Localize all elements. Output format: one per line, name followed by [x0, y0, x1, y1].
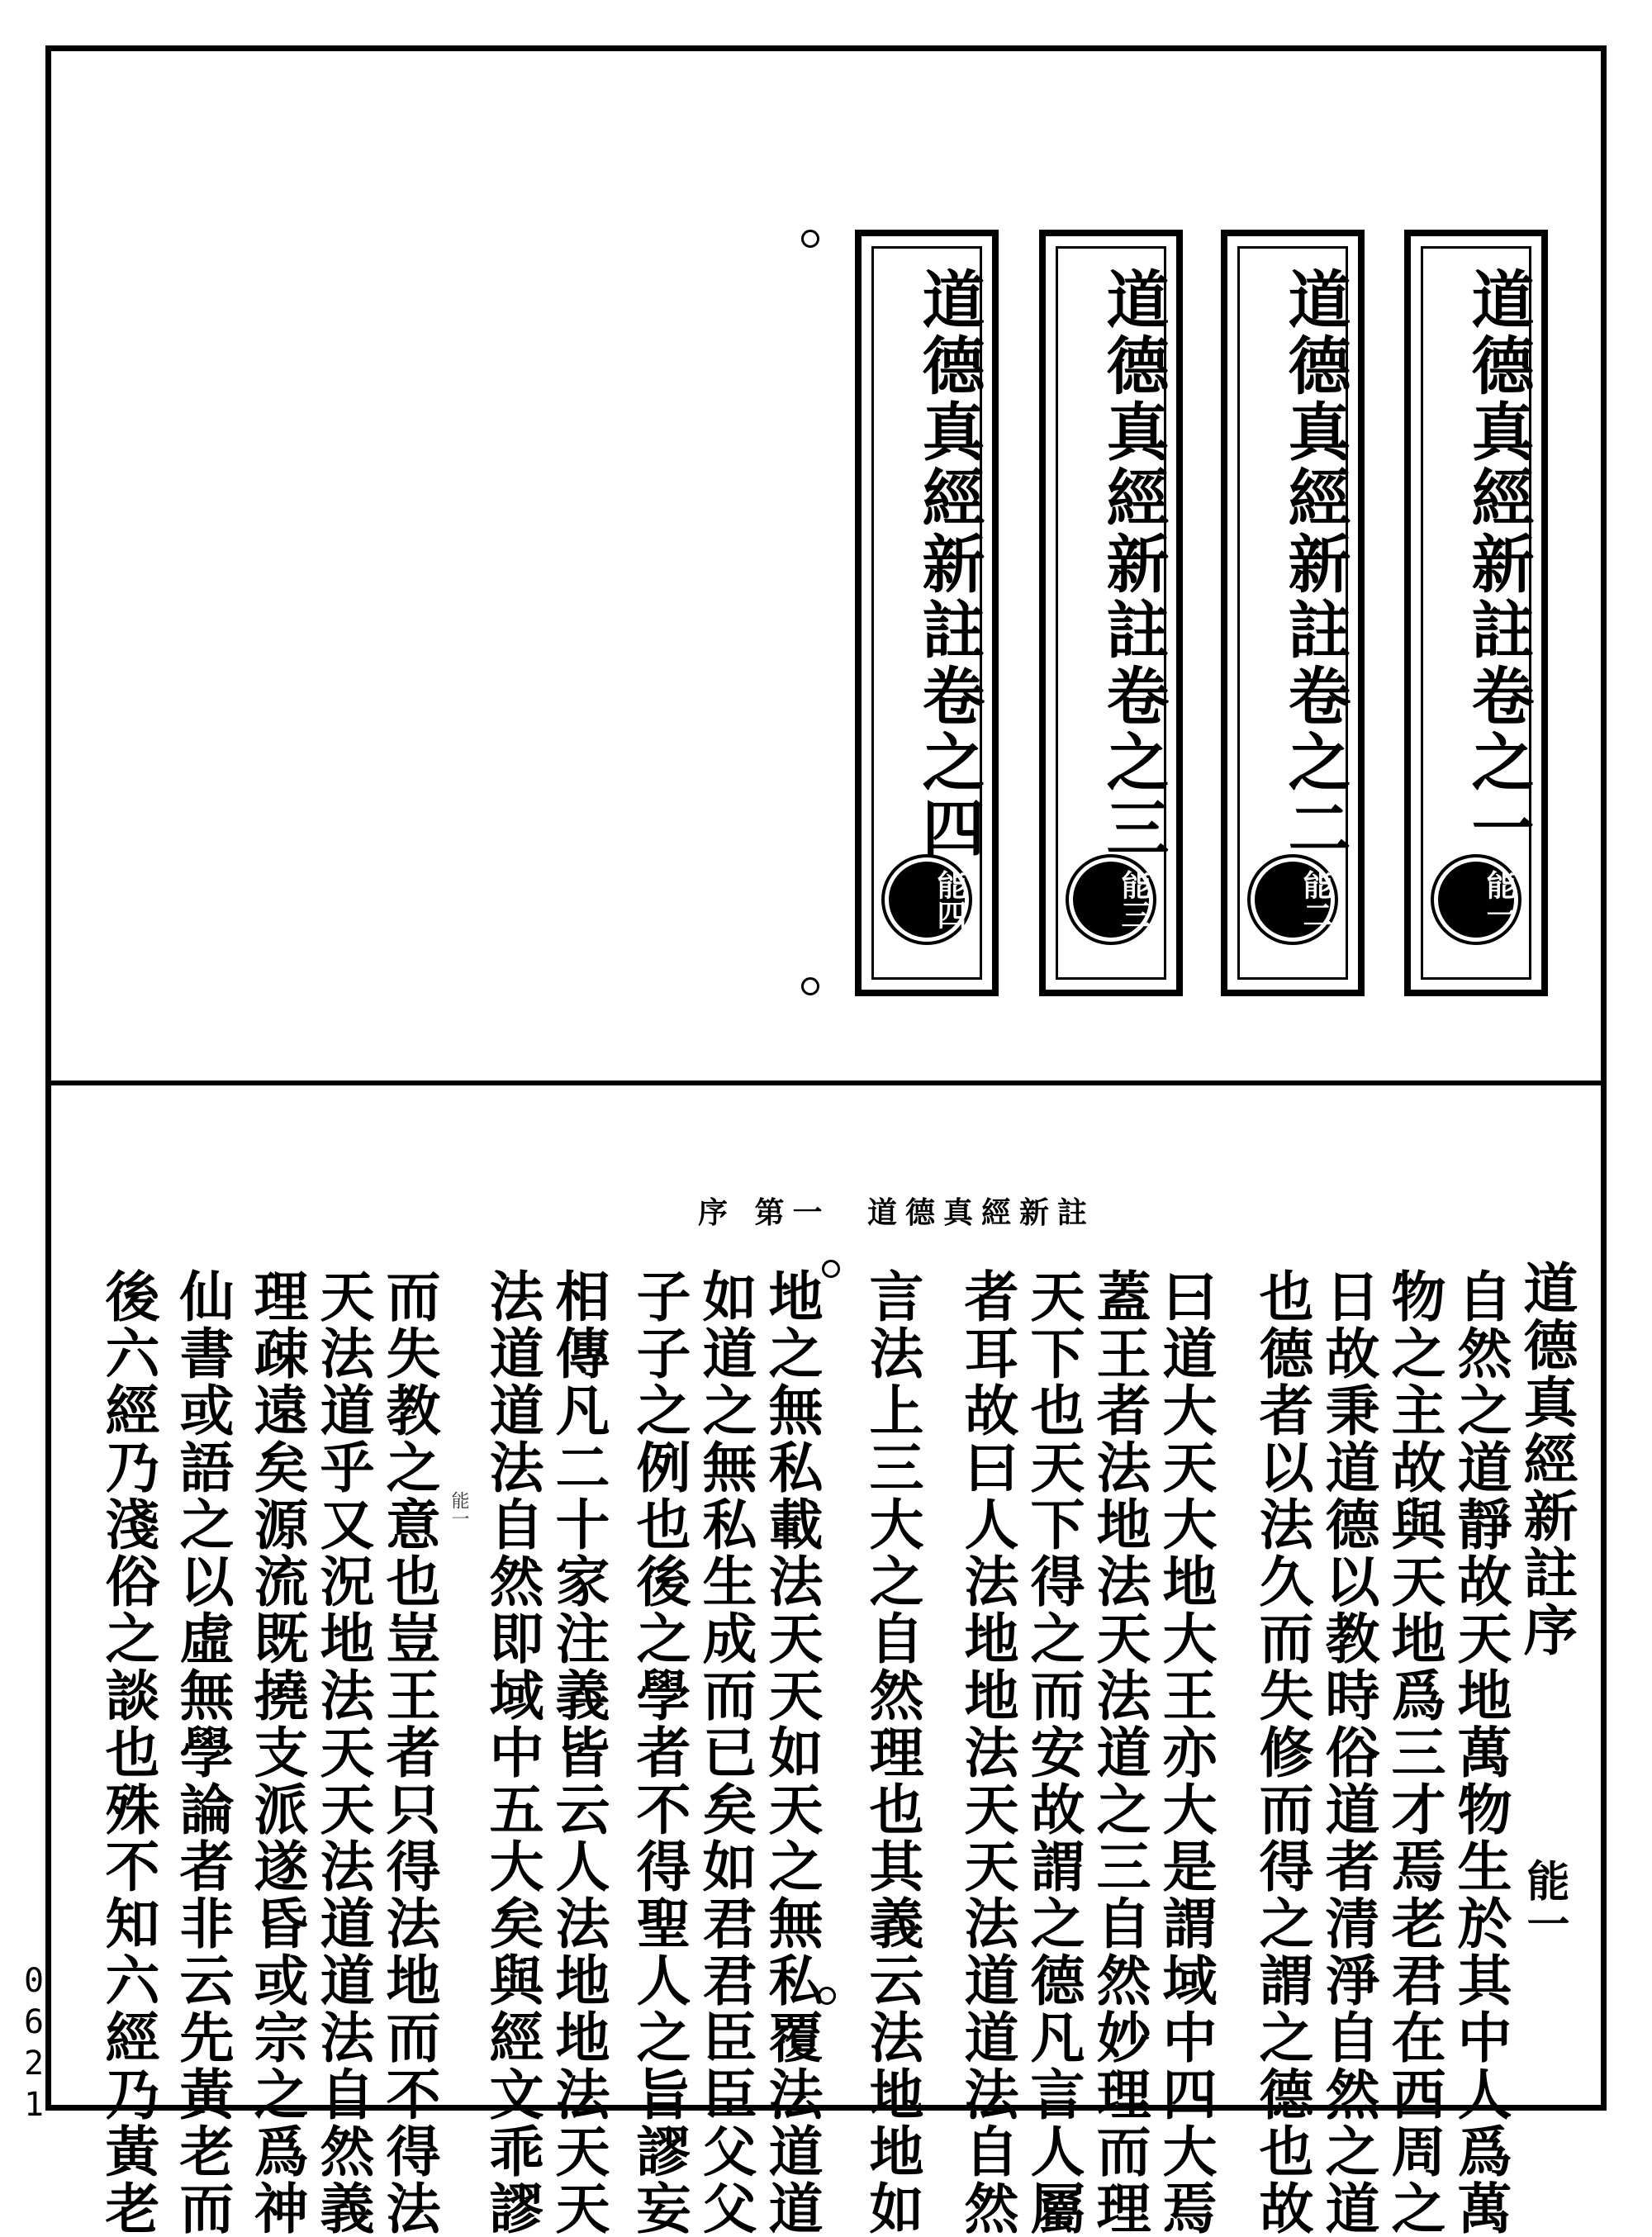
- page-number: 0621: [15, 1962, 53, 2127]
- running-header-title: 道德真經新註: [867, 1195, 1096, 1230]
- text-column: 曰道大天大地大王亦大是謂域中四大焉: [1153, 1268, 1218, 2237]
- seal-label: 能四: [933, 870, 967, 929]
- seal-label: 能三: [1117, 870, 1151, 929]
- volume-title: 道德真經新註卷之四: [912, 267, 985, 862]
- text-column: 相傳凡二十家注義皆云人法地地法天天: [546, 1268, 610, 2237]
- text-column: 理疎遠矣源流既撓支派遂昏或宗之爲神: [244, 1268, 309, 2237]
- seal-label: 能一: [1482, 870, 1517, 929]
- page-divider: [45, 1081, 1607, 1085]
- seal-icon: [1438, 862, 1517, 938]
- seal-icon: [1255, 862, 1331, 938]
- text-column: 蓋王者法地法天法道之三自然妙理而理: [1087, 1268, 1151, 2237]
- column-side-label: 能一: [449, 1491, 469, 1527]
- volume-mark: 能一: [1519, 1859, 1569, 1945]
- volume-slip-2: [1221, 230, 1365, 996]
- binding-hole-icon: [822, 1260, 840, 1278]
- volume-slip-1: [1404, 230, 1548, 996]
- volume-title: 道德真經新註卷之一: [1461, 267, 1535, 862]
- text-column: 言法上三大之自然理也其義云法地地如: [860, 1268, 924, 2237]
- text-column: 後六經乃淺俗之談也殊不知六經乃黃老: [96, 1268, 160, 2237]
- volume-slip-3: [1039, 230, 1183, 996]
- text-column: 日故秉道德以教時俗道者清淨自然之道: [1316, 1268, 1380, 2237]
- text-column: 如道之無私生成而已矣如君君臣臣父父: [693, 1268, 757, 2237]
- running-header-section: 序 第一: [698, 1195, 831, 1230]
- seal-label: 能二: [1298, 870, 1333, 929]
- seal-icon: [1073, 862, 1149, 938]
- binding-hole-icon: [801, 977, 819, 995]
- volume-title: 道德真經新註卷之二: [1278, 267, 1351, 862]
- text-column: 自然之道靜故天地萬物生於其中人爲萬: [1448, 1268, 1512, 2237]
- text-column: 天下也天下得之而安故謂之德凡言人屬: [1021, 1268, 1085, 2237]
- binding-hole-icon: [801, 230, 819, 248]
- text-column: 子子之例也後之學者不得聖人之旨謬妄: [627, 1268, 691, 2237]
- text-column: 法道道法自然即域中五大矣與經文乖謬: [480, 1268, 544, 2237]
- seal-icon: [889, 862, 965, 938]
- text-column: 天法道乎又況地法天天法道道法自然義: [311, 1268, 375, 2237]
- volume-title: 道德真經新註卷之三: [1096, 267, 1170, 862]
- text-column: 物之主故與天地爲三才焉老君在西周之: [1382, 1268, 1446, 2237]
- text-column: 仙書或語之以虛無學論者非云先黃老而: [170, 1268, 235, 2237]
- volume-slip-4: [855, 230, 999, 996]
- text-column: 而失教之意也豈王者只得法地而不得法: [377, 1268, 441, 2237]
- text-column: 地之無私載法天天如天之無私覆法道道: [759, 1268, 824, 2237]
- text-column: 也德者以法久而失修而得之謂之德也故: [1250, 1268, 1314, 2237]
- text-column: 者耳故曰人法地地法天天法道道法自然: [955, 1268, 1019, 2237]
- preface-title: 道德真經新註序: [1514, 1260, 1578, 1659]
